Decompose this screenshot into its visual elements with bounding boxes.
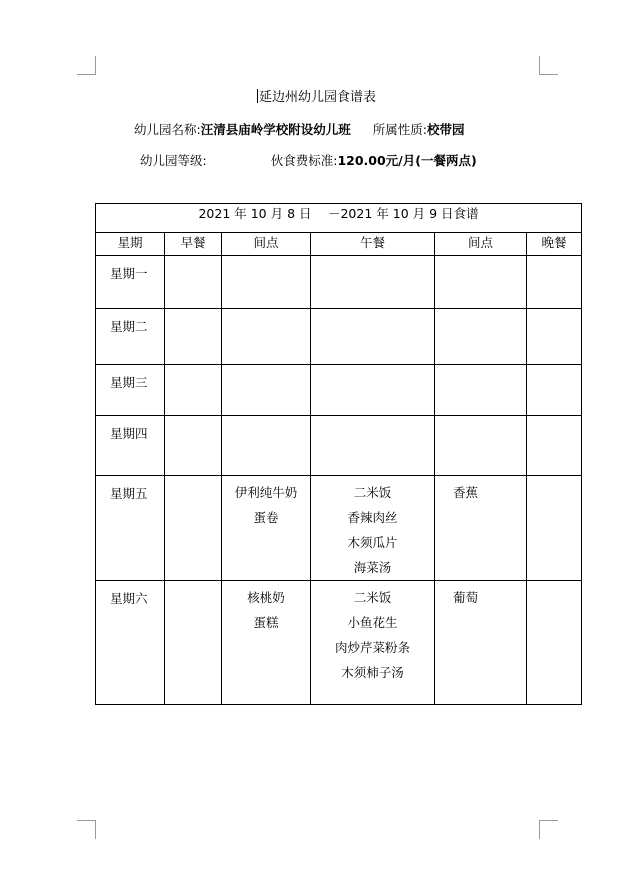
menu-item: 蛋卷 bbox=[253, 510, 279, 525]
menu-item: 二米饭 bbox=[353, 485, 392, 500]
breakfast-cell[interactable] bbox=[165, 416, 222, 476]
menu-item: 海菜汤 bbox=[353, 560, 392, 575]
lunch-cell[interactable] bbox=[311, 309, 435, 365]
menu-table bbox=[95, 203, 582, 705]
info-line-2 bbox=[140, 151, 477, 169]
snack-1-cell[interactable] bbox=[222, 476, 311, 581]
document-title[interactable] bbox=[0, 86, 633, 105]
lunch-cell[interactable] bbox=[311, 416, 435, 476]
crop-mark-bottom-left bbox=[77, 820, 96, 839]
snack-2-cell[interactable] bbox=[435, 256, 527, 309]
header-breakfast: 早餐 bbox=[165, 233, 222, 256]
menu-item: 肉炒芹菜粉条 bbox=[334, 640, 410, 655]
menu-item: 香蕉 bbox=[453, 485, 479, 500]
header-weekday: 星期 bbox=[96, 233, 165, 256]
snack-1-cell[interactable] bbox=[222, 581, 311, 705]
dinner-cell[interactable] bbox=[527, 581, 582, 705]
snack-2-cell[interactable] bbox=[435, 581, 527, 705]
snack-2-cell[interactable] bbox=[435, 476, 527, 581]
breakfast-cell[interactable] bbox=[165, 581, 222, 705]
menu-item: 香辣肉丝 bbox=[347, 510, 398, 525]
table-header-row bbox=[96, 233, 582, 256]
breakfast-cell[interactable] bbox=[165, 256, 222, 309]
weekday-cell: 星期四 bbox=[96, 416, 165, 476]
breakfast-cell[interactable] bbox=[165, 476, 222, 581]
table-row bbox=[96, 476, 582, 581]
level-label: 幼儿园等级: bbox=[140, 153, 207, 168]
menu-item: 小鱼花生 bbox=[347, 615, 398, 630]
table-caption: 2021 年 10 月 8 日 －2021 年 10 月 9 日食谱 bbox=[96, 204, 582, 233]
dinner-cell[interactable] bbox=[527, 256, 582, 309]
dinner-cell[interactable] bbox=[527, 365, 582, 416]
crop-mark-top-right bbox=[539, 56, 558, 75]
crop-mark-bottom-right bbox=[539, 820, 558, 839]
lunch-cell[interactable] bbox=[311, 256, 435, 309]
snack-1-cell[interactable] bbox=[222, 365, 311, 416]
name-value: 汪清县庙岭学校附设幼儿班 bbox=[200, 122, 351, 137]
nature-value: 校带园 bbox=[426, 122, 465, 137]
nature-label: 所属性质: bbox=[372, 122, 427, 137]
header-snack-2: 间点 bbox=[435, 233, 527, 256]
name-label: 幼儿园名称: bbox=[134, 122, 201, 137]
menu-item: 木须柿子汤 bbox=[341, 665, 404, 680]
menu-item: 二米饭 bbox=[353, 590, 392, 605]
table-row bbox=[96, 309, 582, 365]
breakfast-cell[interactable] bbox=[165, 309, 222, 365]
snack-2-cell[interactable] bbox=[435, 416, 527, 476]
dinner-cell[interactable] bbox=[527, 416, 582, 476]
menu-item: 蛋糕 bbox=[253, 615, 279, 630]
menu-item: 核桃奶 bbox=[247, 590, 285, 605]
info-line-1 bbox=[134, 120, 464, 138]
weekday-cell: 星期三 bbox=[96, 365, 165, 416]
weekday-cell: 星期一 bbox=[96, 256, 165, 309]
header-dinner: 晚餐 bbox=[527, 233, 582, 256]
header-snack-1: 间点 bbox=[222, 233, 311, 256]
title-text: 延边州幼儿园食谱表 bbox=[258, 90, 376, 105]
dinner-cell[interactable] bbox=[527, 309, 582, 365]
menu-item: 伊利纯牛奶 bbox=[234, 485, 298, 500]
table-row bbox=[96, 256, 582, 309]
lunch-cell[interactable] bbox=[311, 581, 435, 705]
snack-2-cell[interactable] bbox=[435, 309, 527, 365]
snack-1-cell[interactable] bbox=[222, 416, 311, 476]
breakfast-cell[interactable] bbox=[165, 365, 222, 416]
header-lunch: 午餐 bbox=[311, 233, 435, 256]
text-cursor bbox=[257, 89, 258, 103]
snack-1-cell[interactable] bbox=[222, 256, 311, 309]
table-row bbox=[96, 365, 582, 416]
fee-label: 伙食费标准: bbox=[270, 153, 338, 168]
menu-item: 葡萄 bbox=[453, 590, 479, 605]
menu-table-body bbox=[96, 256, 582, 705]
table-row bbox=[96, 416, 582, 476]
lunch-cell[interactable] bbox=[311, 365, 435, 416]
table-row bbox=[96, 581, 582, 705]
table-caption-row bbox=[96, 204, 582, 233]
fee-value: 120.00元/月(一餐两点) bbox=[337, 153, 477, 168]
dinner-cell[interactable] bbox=[527, 476, 582, 581]
snack-1-cell[interactable] bbox=[222, 309, 311, 365]
snack-2-cell[interactable] bbox=[435, 365, 527, 416]
crop-mark-top-left bbox=[77, 56, 96, 75]
weekday-cell: 星期六 bbox=[96, 581, 165, 705]
weekday-cell: 星期五 bbox=[96, 476, 165, 581]
lunch-cell[interactable] bbox=[311, 476, 435, 581]
menu-item: 木须瓜片 bbox=[347, 535, 398, 550]
weekday-cell: 星期二 bbox=[96, 309, 165, 365]
